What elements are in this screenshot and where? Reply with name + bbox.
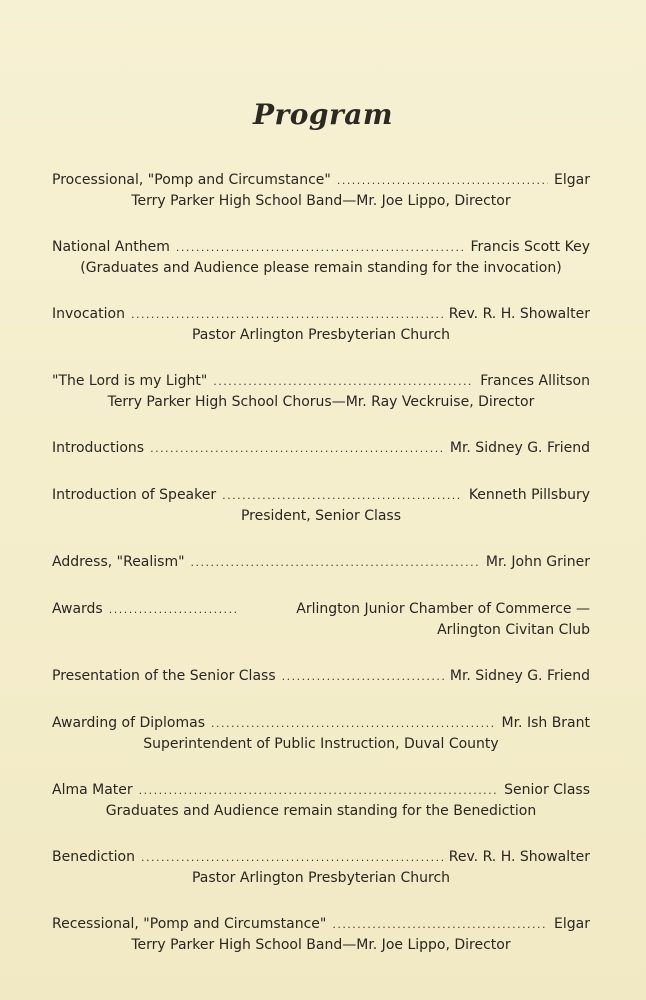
entry-item: Benediction <box>52 849 135 865</box>
entry-performer: Elgar <box>554 916 590 932</box>
program-entry <box>52 371 590 412</box>
entry-detail: Terry Parker High School Chorus—Mr. Ray Veckruise, Director <box>107 394 535 410</box>
program-entry <box>52 170 590 211</box>
entry-performer: Mr. Ish Brant <box>501 715 590 731</box>
entry-item: "The Lord is my Light" <box>52 373 208 389</box>
program-entry <box>52 713 590 754</box>
entry-detail: Terry Parker High School Band—Mr. Joe Lippo, Director <box>131 193 511 209</box>
program-entry <box>52 304 590 345</box>
entry-detail: Terry Parker High School Band—Mr. Joe Lippo, Director <box>131 937 511 953</box>
entry-item: Invocation <box>52 306 125 322</box>
leader-dots <box>337 171 548 191</box>
entry-item: Presentation of the Senior Class <box>52 668 276 684</box>
entry-item: Alma Mater <box>52 782 133 798</box>
program-list <box>52 170 590 981</box>
entry-item: National Anthem <box>52 239 170 255</box>
leader-dots <box>211 714 495 734</box>
entry-detail: Superintendent of Public Instruction, Duval County <box>143 736 499 752</box>
program-entry <box>52 847 590 888</box>
program-entry <box>52 780 590 821</box>
program-entry <box>52 438 590 459</box>
entry-detail: (Graduates and Audience please remain standing for the invocation) <box>80 260 562 276</box>
leader-dots <box>139 781 498 801</box>
entry-item: Recessional, "Pomp and Circumstance" <box>52 916 327 932</box>
entry-detail: Pastor Arlington Presbyterian Church <box>191 327 451 343</box>
entry-item: Introductions <box>52 440 145 456</box>
program-entry <box>52 237 590 278</box>
entry-performer: Rev. R. H. Showalter <box>448 306 590 322</box>
leader-dots <box>109 600 239 620</box>
entry-performer: Rev. R. H. Showalter <box>448 849 590 865</box>
entry-performer: Frances Allitson <box>480 373 590 389</box>
leader-dots <box>150 439 444 459</box>
entry-performer: Francis Scott Key <box>470 239 590 255</box>
program-entry <box>52 552 590 573</box>
program-entry <box>52 666 590 687</box>
entry-item: Awarding of Diplomas <box>52 715 206 731</box>
entry-item: Awards <box>52 601 103 617</box>
leader-dots <box>191 553 480 573</box>
program-entry <box>52 914 590 955</box>
leader-dots <box>141 848 443 868</box>
program-entry <box>52 485 590 526</box>
entry-detail: President, Senior Class <box>240 508 402 524</box>
entry-performer: Mr. John Griner <box>485 554 590 570</box>
page-title: Program <box>252 98 394 131</box>
entry-performer: Mr. Sidney G. Friend <box>449 668 590 684</box>
leader-dots <box>176 238 465 258</box>
entry-detail: Pastor Arlington Presbyterian Church <box>191 870 451 886</box>
entry-performer: Arlington Junior Chamber of Commerce — <box>296 601 590 617</box>
program-entry <box>52 599 590 640</box>
leader-dots <box>332 915 548 935</box>
leader-dots <box>131 305 443 325</box>
entry-item: Address, "Realism" <box>52 554 185 570</box>
entry-performer: Elgar <box>554 172 590 188</box>
leader-dots <box>282 667 444 687</box>
entry-item: Processional, "Pomp and Circumstance" <box>52 172 331 188</box>
entry-performer: Senior Class <box>504 782 590 798</box>
leader-dots <box>222 486 463 506</box>
entry-performer: Mr. Sidney G. Friend <box>449 440 590 456</box>
leader-dots <box>213 372 474 392</box>
entry-performer-continued: Arlington Civitan Club <box>437 622 590 638</box>
entry-performer: Kenneth Pillsbury <box>468 487 590 503</box>
entry-detail: Graduates and Audience remain standing for the Benediction <box>105 803 537 819</box>
entry-item: Introduction of Speaker <box>52 487 217 503</box>
